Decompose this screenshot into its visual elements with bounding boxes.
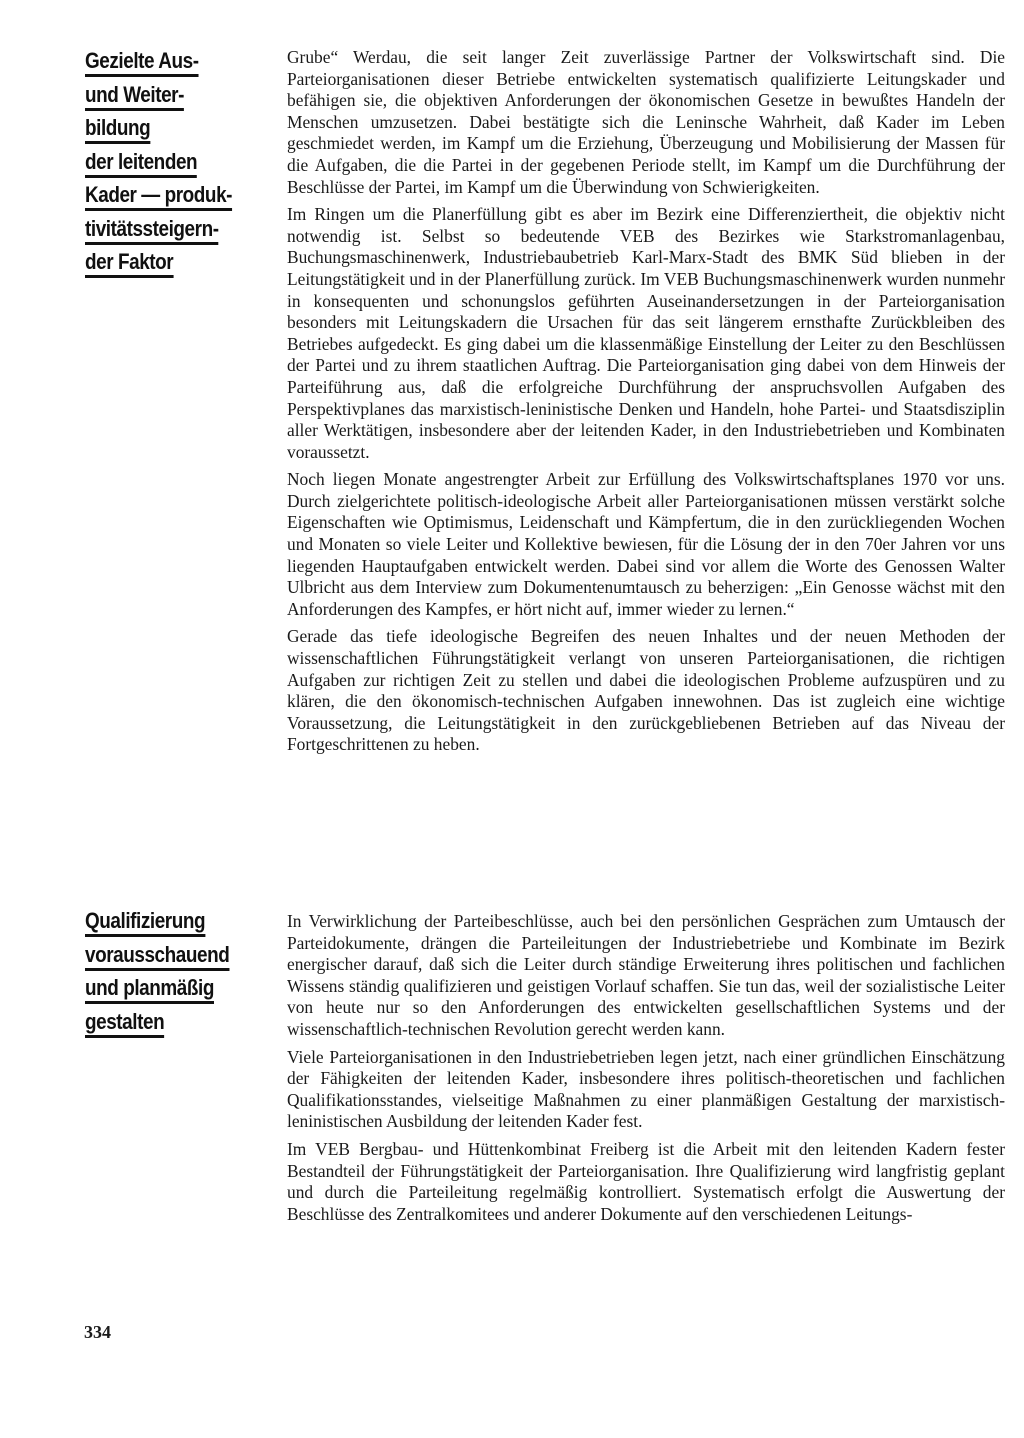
heading-line: der Faktor xyxy=(85,249,173,278)
heading-line: gestalten xyxy=(85,1009,164,1038)
heading-line: bildung xyxy=(85,115,150,144)
paragraph: Gerade das tiefe ideologische Begreifen des neuen Inhaltes und der neuen Methoden der wissenschaftlichen Führungstätigkeit verlangt von unseren Parteiorganisationen, die richtigen Aufgaben zur richtigen Zeit zu stellen und dabei die ideologischen Probleme aufzuspüren und zu klären, die den ökonomisch-technischen Aufgaben innewohnen. Das ist zugleich eine wichtige Voraussetzung, die Leitungstätigkeit in den zurückgebliebenen Betrieben auf das Niveau der Fortgeschrittenen zu heben. xyxy=(287,626,1005,755)
heading-line: der leitenden xyxy=(85,149,197,178)
paragraph: Im Ringen um die Planerfüllung gibt es aber im Bezirk eine Differenziertheit, die objektiv nicht notwendig ist. Selbst so bedeutende VEB des Bezirkes wie Starkstromanlagenbau, Buchungsmaschinenwerk, Industriebaubetrieb Karl-Marx-Stadt des BMK Süd blieben in der Leitungstätigkeit und in der Planerfüllung zurück. Im VEB Buchungsmaschinenwerk wurden nunmehr in konsequenten und schonungslos geführten Auseinandersetzungen in der Parteiorganisation besonders mit Leitungskadern die Ursachen für das seit längerem ernsthafte Zurückbleiben des Betriebes aufgedeckt. Es ging dabei um die klassenmäßige Einstellung der Leiter zu den Beschlüssen der Partei und zu ihrem staatlichen Auftrag. Die Parteiorganisation ging dabei von dem Hinweis der Parteiführung aus, daß die erfolgreiche Durchführung der anspruchsvollen Aufgaben des Perspektivplanes das marxistisch-leninistische Denken und Handeln, hohe Partei- und Staatsdisziplin aller Werktätigen, insbesondere aber der leitenden Kader, in den Industriebetrieben und Kombinaten voraussetzt. xyxy=(287,204,1005,462)
paragraph: Grube“ Werdau, die seit langer Zeit zuverlässige Partner der Volkswirtschaft sind. Die Parteiorganisationen dieser Betriebe entwickelten systematisch qualifizierte Leitungskader und befähigen sie, die objektiven Anforderungen der ökonomischen Gesetze in bewußtes Handeln der Menschen umzusetzen. Dabei bestätigte sich die Leninsche Wahrheit, daß Kader im Leben geschmiedet werden, im Kampf um die Erziehung, Überzeugung und Mobilisierung der Massen für die Aufgaben, die die Partei in der gegebenen Periode stellt, im Kampf um die Durchführung der Beschlüsse der Partei, im Kampf um die Überwindung von Schwierigkeiten. xyxy=(287,47,1005,197)
paragraph: Viele Parteiorganisationen in den Industriebetrieben legen jetzt, nach einer gründlichen Einschätzung der Fähigkeiten der leitenden Kader, insbesondere ihres politisch-theoretischen und fachlichen Qualifikationsstandes, vielseitige Maßnahmen zu einer planmäßigen Gestaltung der marxistisch-leninistischen Ausbildung der leitenden Kader fest. xyxy=(287,1046,1005,1132)
heading-line: Gezielte Aus- xyxy=(85,48,199,77)
heading-line: vorausschauend xyxy=(85,942,229,971)
heading-line: Kader — produk- xyxy=(85,182,232,211)
heading-line: und planmäßig xyxy=(85,975,214,1004)
paragraph: In Verwirklichung der Parteibeschlüsse, auch bei den persönlichen Gesprächen zum Umtausch der Parteidokumente, drängen die Parteileitungen der Industriebetriebe und Kombinate im Bezirk energischer darauf, daß sich die Leiter durch ständige Erweiterung ihres politischen und fachlichen Wissens ständig qualifizieren und geistigen Vorlauf schaffen. Sie tun das, weil der sozialistische Leiter von heute nur so den Anforderungen des entwickelten gesellschaftlichen Systems und der wissenschaftlich-technischen Revolution gerecht werden kann. xyxy=(287,911,1005,1039)
paragraph: Noch liegen Monate angestrengter Arbeit zur Erfüllung des Volkswirtschaftsplanes 1970 vor uns. Durch zielgerichtete politisch-ideologische Arbeit aller Parteiorganisationen müssen verstärkt solche Eigenschaften wie Optimismus, Leidenschaft und Kämpfertum, die in den zurückliegenden Wochen und Monaten so viele Leiter und Kollektive bewiesen, für die Lösung der in den 70er Jahren vor uns liegenden Hauptaufgaben entwickelt werden. Dabei sind vor allem die Worte des Genossen Walter Ulbricht aus dem Interview zum Dokumentenumtausch zu beherzigen: „Ein Genosse wächst mit den Anforderungen des Kampfes, er hört nicht auf, immer wieder zu lernen.“ xyxy=(287,469,1005,619)
heading-line: und Weiter- xyxy=(85,82,184,111)
heading-line: tivitätssteigern- xyxy=(85,216,219,245)
side-heading-training xyxy=(85,44,240,279)
heading-line: Qualifizierung xyxy=(85,908,205,937)
section-2-body xyxy=(287,911,1005,1231)
side-heading-qualification xyxy=(85,904,240,1038)
section-1-body xyxy=(287,47,1005,762)
paragraph: Im VEB Bergbau- und Hüttenkombinat Freiberg ist die Arbeit mit den leitenden Kadern fester Bestandteil der Führungstätigkeit der Parteiorganisation. Ihre Qualifizierung wird langfristig geplant und durch die Parteileitung regelmäßig kontrolliert. Systematisch erfolgt die Auswertung der Beschlüsse des Zentralkomitees und anderer Dokumente auf den verschiedenen Leitungs- xyxy=(287,1138,1005,1224)
page-number: 334 xyxy=(84,1322,111,1342)
